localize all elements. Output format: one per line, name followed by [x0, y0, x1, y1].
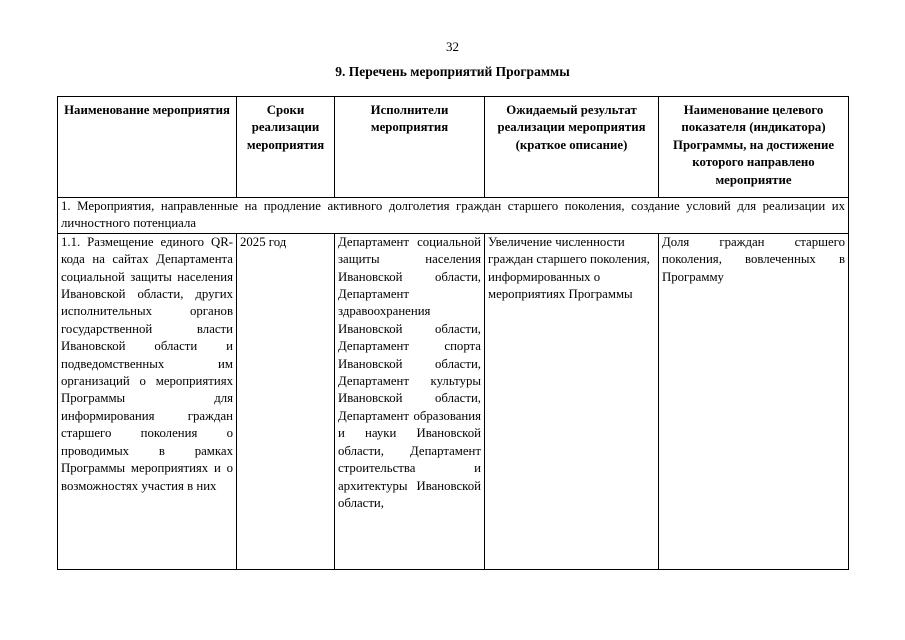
header-term: Сроки реализации мероприятия: [237, 97, 335, 198]
cell-term: 2025 год: [237, 233, 335, 569]
section-row: [58, 198, 849, 234]
cell-measure-name: 1.1. Размещение единого QR-кода на сайтах Департамента социальной защиты населения Ивановской области, других исполнительных органов государственной власти Ивановской области и подведомственных им организаций о мероприятиях Программы для информирования граждан старшего поколения о проводимых в рамках Программы мероприятиях и о возможностях участия в них: [58, 233, 237, 569]
cell-executors: Департамент социальной защиты населения Ивановской области, Департамент здравоохранения Ивановской области, Департамент спорта Ивановской области, Департамент культуры Ивановской области, Департамент образования и науки Ивановской области, Департамент строительства и архитектуры Ивановской области,: [335, 233, 485, 569]
header-executors: Исполнители мероприятия: [335, 97, 485, 198]
table-header-row: [58, 97, 849, 198]
header-expected-result: Ожидаемый результат реализации мероприятия (краткое описание): [485, 97, 659, 198]
header-measure-name: Наименование мероприятия: [58, 97, 237, 198]
measures-table: [57, 96, 849, 570]
page-number: 32: [446, 39, 459, 54]
header-target-indicator: Наименование целевого показателя (индикатора) Программы, на достижение которого направлено мероприятие: [659, 97, 849, 198]
table-row: [58, 233, 849, 569]
cell-expected-result: Увеличение численности граждан старшего поколения, информированных о мероприятиях Программы: [485, 233, 659, 569]
section-title: 9. Перечень мероприятий Программы: [335, 64, 570, 79]
section-row-text: 1. Мероприятия, направленные на продление активного долголетия граждан старшего поколения, создание условий для реализации их личностного потенциала: [58, 198, 849, 234]
cell-target-indicator: Доля граждан старшего поколения, вовлеченных в Программу: [659, 233, 849, 569]
